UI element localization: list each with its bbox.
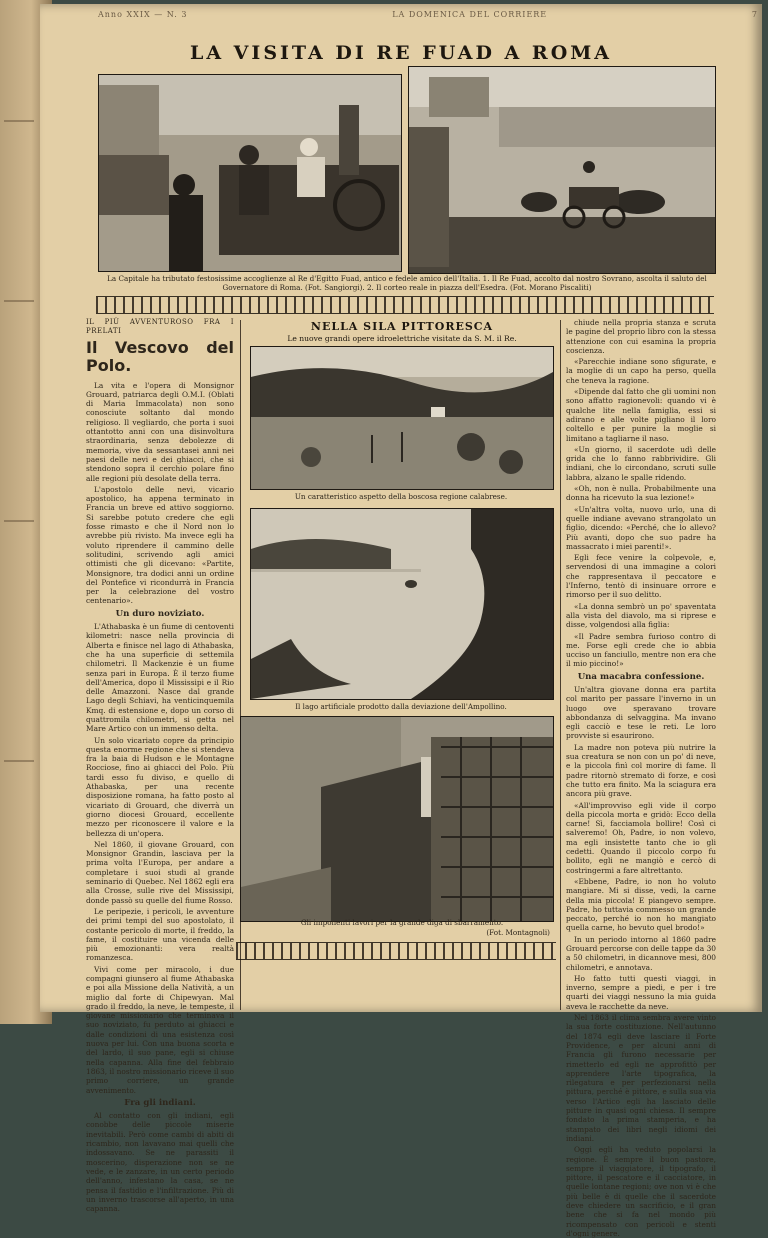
article-kicker: IL PIÙ AVVENTUROSO FRA I PRELATI: [86, 318, 234, 336]
article-paragraph: «Il Padre sembra furioso contro di me. Forse egli crede che io abbia ucciso un fanciullo, mentre non era che il mio piccino!»: [566, 631, 716, 669]
right-article: [566, 318, 716, 1238]
ornamental-divider-top: [96, 296, 714, 314]
article-paragraph: «Un giorno, il sacerdote udì delle grida che lo fanno rabbrividire. Gli indiani, che lo circondano, scruti sulle labbra, alzano le spalle ridendo.: [566, 444, 716, 482]
article-paragraph: L'Athabaska è un fiume di centoventi kilometri: nasce nella provincia di Alberta e finisce nel lago di Athabaska, che ha una superficie di settemila chilometri. Il Mackenzie è un fiume senza pari in Europa. È il terzo fiume dell'America, dopo il Mississipi e il Rio delle Amazzoni. Nasce dal grande Lago degli Schiavi, ha venticinquemila Kmq. di estensione e, dopo un corso di quattromila chilometri, si getta nel Mare Artico con un immenso delta.: [86, 622, 234, 734]
page-title: LA VISITA DI RE FUAD A ROMA: [189, 42, 613, 64]
section-title: NELLA SILA PITTORESCA: [310, 320, 494, 333]
ornamental-divider-bottom: [236, 942, 556, 960]
article-paragraph: chiude nella propria stanza e scruta le pagine del proprio libro con la stessa attenzione con cui esamina la propria coscienza.: [566, 318, 716, 355]
running-head: [98, 10, 758, 24]
article-paragraph: «All'improvviso egli vide il corpo della piccola morta e gridò: Ecco della carne! Sì, facciamola bollire! Così ci salveremo! Oh, Padre, io non volevo, ma egli insistette tanto che io gli cedetti. Quando il piccolo corpo fu bollito, egli ne mangiò e cercò di costringermi a fare altrettanto.: [566, 800, 716, 875]
left-article: [86, 318, 234, 1214]
article-paragraph: «La donna sembrò un po' spaventata alla vista del diavolo, ma si riprese e disse, volgendosi alla figlia:: [566, 601, 716, 630]
page-number: 7: [751, 10, 758, 19]
article-subheading: Fra gli indiani.: [124, 1097, 196, 1108]
publication-name: LA DOMENICA DEL CORRIERE: [392, 10, 548, 19]
article-paragraph: La vita e l'opera di Monsignor Grouard, patriarca degli O.M.I. (Oblati di Maria Immacolata) non sono conosciute soltanto dal mondo religioso. Il vegliardo, che porta i suoi ottantotto anni con una disinvoltura straordinaria, senza debolezze di memoria, vive da sessantasei anni nei paesi delle nevi e dei ghiacci, che si stendono sopra il cerchio polare fino alle regioni più desolate della terra.: [86, 380, 234, 483]
article-subheading: Un duro noviziato.: [115, 608, 205, 619]
article-paragraph: Nel 1860, il giovane Grouard, con Monsignor Grandin, lasciava per la prima volta l'Europa, per andare a completare i suoi studi al grande seminario di Quebec. Nel 1862 egli era alla Crosse, sulle rive del Mississipi, donde passò su quelle del fiume Rosso.: [86, 839, 234, 905]
lake-photo-caption: Il lago artificiale prodotto dalla deviazione dell'Ampollino.: [295, 702, 507, 711]
article-paragraph: Oggi egli ha veduto popolarsi la regione. È sempre il buon pastore, sempre il viaggiatore, il tipografo, il pittore, il pescatore e il cacciatore, in quelle lontane regioni; ove non vi è che più belle è di quelle che il sacerdote deve chiedere un sacrificio, e il gran bene che si fa nel mondo più ricompensato con pericoli e stenti d'ogni genere.: [566, 1145, 716, 1238]
article-paragraph: Un solo vicariato copre da principio questa enorme regione che si stendeva fra la baia di Hudson e le Montagne Rocciose, fino ai ghiacci del Polo. Più tardi esso fu diviso, e quello di Athabaska, per una recente disposizione romana, ha fatto posto al vicariato di Grouard, che diverrà un giorno diocesi Grouard, eccellente mezzo per riconoscere il valore e la bellezza di un'opera.: [86, 735, 234, 838]
newspaper-page: [40, 4, 762, 1238]
dam-photo-caption: Gli imponenti lavori per la grande diga di sbarramento.: [300, 918, 504, 927]
article-paragraph: In un periodo intorno al 1860 padre Grouard percorse con delle tappe da 30 a 50 chilometri, in dicannove mesi, 800 chilometri, e annotava.: [566, 934, 716, 972]
issue-number: Anno XXIX — N. 3: [98, 10, 188, 19]
article-paragraph: «Parecchie indiane sono sfigurate, e la moglie di un capo ha perso, quella che teneva la ragione.: [566, 357, 716, 385]
forest-photo-caption: Un caratteristico aspetto della boscosa regione calabrese.: [294, 492, 508, 501]
article-paragraph: «Dipende dal fatto che gli uomini non sono affatto ragionevoli: quando vi è qualche lite nella famiglia, essi si adirano e alle volte pigliano il loro coltello e per punire la moglie si limitano a tagliarne il naso.: [566, 387, 716, 443]
photo-royal-procession: [408, 66, 716, 274]
column-rule: [560, 320, 561, 1010]
article-paragraph: Le peripezie, i pericoli, le avventure dei primi tempi del suo apostolato, il costante pericolo di morte, il freddo, la fame, il costituire una vicenda delle più emozionanti: vera realtà romanzesca.: [86, 906, 234, 963]
photo-artificial-lake: [250, 508, 554, 700]
article-paragraph: Egli fece venire la colpevole, e, servendosi di una immagine a colori che rappresentava il peccatore e l'Inferno, tentò di insinuare orrore e rimorso per il suo delitto.: [566, 553, 716, 600]
article-paragraph: Un'altra giovane donna era partita col marito per passare l'inverno in un luogo ove speravano trovare abbondanza di selvaggina. Ma invano egli cacciò e tese le reti. Le loro provviste si esaurirono.: [566, 684, 716, 741]
article-paragraph: Nel 1863 il clima sembra avere vinto la sua forte costituzione. Nell'autunno del 1874 egli deve lasciare il Forte Providence, e per alcuni anni di Francia gli furono necessarie per rimetterlo ed egli ne approfittò per apprendere l'arte tipografica, la rilegatura e per perfezionarsi nella pittura, perché è pittore, e sulla sua via verso l'Artico egli ha lasciato delle pitture in quasi ogni chiesa. Il sempre fondato la prima stamperia, e ha stampato dei libri negli idiomi dei indiani.: [566, 1013, 716, 1143]
article-paragraph: «Ebbene, Padre, io non ho voluto mangiare. Mi si disse, vedi, la carne della mia piccola! E piangevo sempre. Padre, ho tuttavia commesso un grande peccato, perché io non ho mangiato quella carne, ho bevuto quel brodo!»: [566, 876, 716, 933]
article-paragraph: Ho fatto tutti questi viaggi, in inverno, sempre a piedi, e per i tre quarti dei viaggi nessuno la mia guida aveva le racchette da neve.: [566, 973, 716, 1011]
article-subheading: Una macabra confessione.: [577, 671, 705, 682]
article-paragraph: L'apostolo delle nevi, vicario apostolico, ha appena terminato in Francia un breve ed attivo soggiorno. Si sarebbe potuto credere che egli fosse rimasto e che il Nord non lo avrebbe più rivisto. Ma invece egli ha voluto riprendere il cammino delle solitudini, scrivendo agli amici ottimisti che gli dicevano: «Partite, Monsignore, tra dodici anni un ordine del Pontefice vi ricondurrà in Francia per la celebrazione del vostro centenario».: [86, 484, 234, 606]
dam-photo-credit: (Fot. Montagnoli): [486, 928, 550, 937]
photo-calabrian-forest: [250, 346, 554, 490]
article-paragraph: La madre non poteva più nutrire la sua creatura se non con un po' di neve, e la piccola finì col morire di fame. Il padre ritornò stremato di forze, e così che tutto era finito. Ma la sciagura era ancora più grave.: [566, 742, 716, 799]
photo-king-fuad-reception: [98, 74, 402, 272]
article-paragraph: Vivi come per miracolo, i due compagni giunsero al fiume Athabaska e poi alla Missione della Natività, a un miglio dal forte di Chipewyan. Mal grado il freddo, la neve, le tempeste, il giovane missionario che terminava il suo noviziato, fu perduto ai ghiacci e dalle condizioni di una esistenza così nuova per lui. Con una buona scorta e del lardo, il suo pane, egli si chiuse nella capanna. Alla fine del febbraio 1863, il nostro missionario riceve il suo primo corriere, un grande avvenimento.: [86, 964, 234, 1095]
article-headline: Il Vescovo del Polo.: [86, 337, 234, 375]
article-paragraph: Al contatto con gli indiani, egli conobbe delle piccole miserie inevitabili. Però come cambi di abiti di ricambio, non lavavano mai quelli che indossavano. Se ne parassiti il moscerino, disperazione non se ne vede, e le zanzare, in un certo periodo dell'anno, infestano la casa, se ne pensa il fastidio e l'infiltrazione. Più di un inverno trascorse all'aperto, in una capanna.: [86, 1111, 234, 1214]
article-paragraph: «Un'altra volta, nuovo urlo, una di quelle indiane avevano strangolato un figlio, dicendo: «Perché, che lo allevo? Più avanti, dopo che suo padre ha massacrato i miei parenti!».: [566, 504, 716, 551]
article-paragraph: «Oh, non è nulla. Probabilmente una donna ha ricevuto la sua lezione!»: [566, 484, 716, 503]
photo-dam-construction: [240, 716, 554, 922]
top-photos-caption: La Capitale ha tributato festosissime accoglienze al Re d'Egitto Fuad, antico e fedele amico dell'Italia. 1. Il Re Fuad, accolto dal nostro Sovrano, ascolta il saluto del Governatore di Roma. (Fot. Sangiorgi). 2. Il corteo reale in piazza dell'Esedra. (Fot. Morano Piscaliti): [107, 274, 707, 292]
section-subtitle: Le nuove grandi opere idroelettriche visitate da S. M. il Re.: [287, 334, 517, 343]
